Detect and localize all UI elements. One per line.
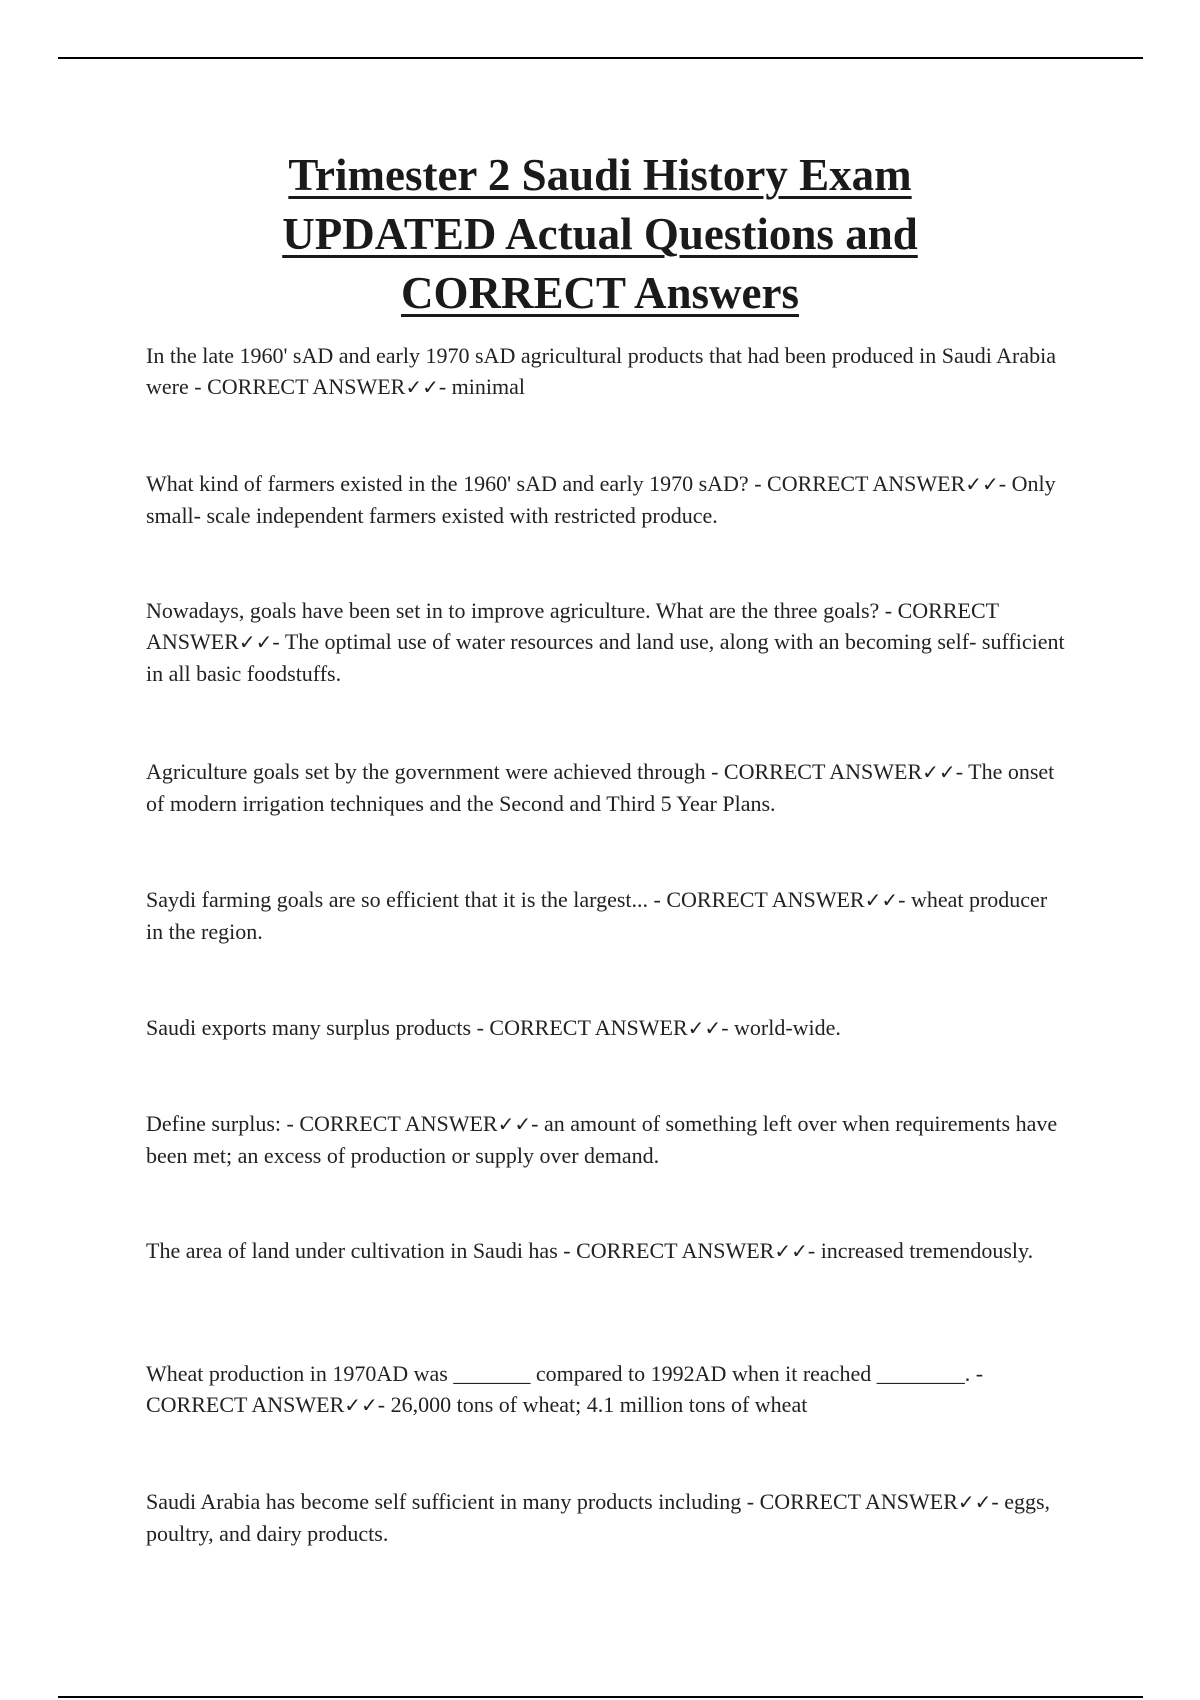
title-line-2: UPDATED Actual Questions and [282, 209, 918, 259]
answer-label: CORRECT ANSWER [207, 374, 406, 399]
check-icon: ✓✓ [774, 1239, 808, 1263]
answer-text: eggs, poultry, and dairy products. [146, 1489, 1056, 1546]
answer-text: wheat producer in the region. [146, 887, 1053, 944]
answer-text: world-wide. [734, 1015, 841, 1040]
question-text: Saudi exports many surplus products [146, 1015, 472, 1040]
qa-item-5 [146, 884, 1066, 947]
question-text: Nowadays, goals have been set in to improve agriculture. What are the three goals? [146, 598, 880, 623]
answer-label: CORRECT ANSWER [576, 1238, 775, 1263]
question-separator: - [970, 1361, 989, 1386]
question-separator: - [188, 374, 208, 399]
bottom-divider [58, 1696, 1143, 1698]
qa-item-4 [146, 756, 1066, 819]
qa-item-9 [146, 1358, 1066, 1421]
check-icon: ✓✓ [405, 375, 439, 399]
page-title [0, 146, 1200, 323]
answer-separator: - [998, 471, 1012, 496]
qa-item-2 [146, 468, 1066, 531]
answer-text: increased tremendously. [820, 1238, 1034, 1263]
question-separator: - [281, 1111, 300, 1136]
check-icon: ✓✓ [922, 760, 956, 784]
question-separator: - [705, 759, 724, 784]
question-separator: - [648, 887, 667, 912]
answer-label: CORRECT ANSWER [489, 1015, 688, 1040]
answer-label: CORRECT ANSWER [146, 1392, 345, 1417]
check-icon: ✓✓ [957, 1490, 992, 1514]
answer-text: an amount of something left over when requirements have been met; an excess of production or supply over demand. [146, 1111, 1063, 1168]
check-icon: ✓✓ [965, 472, 999, 496]
question-text: Agriculture goals set by the government were achieved through [146, 759, 706, 784]
question-text: Saydi farming goals are so efficient that it is the largest... [146, 887, 649, 912]
question-separator: - [879, 598, 898, 623]
answer-separator: - [438, 374, 452, 399]
answer-label: CORRECT ANSWER [299, 1111, 498, 1136]
question-separator: - [557, 1238, 577, 1263]
question-text: Define surplus: [146, 1111, 282, 1136]
question-text: What kind of farmers existed in the 1960' sAD and early 1970 sAD? [146, 471, 749, 496]
qa-item-10 [146, 1486, 1066, 1549]
question-text: In the late 1960' sAD and early 1970 sAD agricultural products that had been produced in Saudi Arabia were [146, 343, 1062, 399]
qa-item-6 [146, 1012, 1066, 1044]
answer-separator: - [721, 1015, 735, 1040]
qa-item-1 [146, 340, 1066, 403]
qa-item-8 [146, 1235, 1066, 1267]
answer-label: CORRECT ANSWER [723, 759, 923, 784]
answer-label: CORRECT ANSWER [759, 1489, 958, 1514]
answer-separator: - [272, 629, 285, 654]
answer-text: minimal [451, 374, 525, 399]
title-line-1: Trimester 2 Saudi History Exam [288, 150, 912, 200]
check-icon: ✓✓ [687, 1016, 722, 1040]
qa-item-7 [146, 1108, 1066, 1171]
answer-label: CORRECT ANSWER [146, 598, 1003, 654]
answer-text: The onset of modern irrigation techniques and the Second and Third 5 Year Plans. [146, 759, 1060, 816]
question-separator: - [471, 1015, 490, 1040]
check-icon: ✓✓ [497, 1112, 532, 1136]
answer-text: Only small- scale independent farmers existed with restricted produce. [146, 471, 1062, 528]
question-separator: - [741, 1489, 760, 1514]
check-icon: ✓✓ [238, 630, 273, 654]
answer-separator: - [377, 1392, 391, 1417]
answer-separator: - [991, 1489, 1005, 1514]
top-divider [58, 57, 1143, 59]
answer-label: CORRECT ANSWER [666, 887, 865, 912]
question-text: Wheat production in 1970AD was _______ compared to 1992AD when it reached ________. [146, 1361, 971, 1386]
check-icon: ✓✓ [864, 888, 899, 912]
answer-label: CORRECT ANSWER [767, 471, 966, 496]
answer-text: 26,000 tons of wheat; 4.1 million tons of wheat [390, 1392, 808, 1417]
question-separator: - [748, 471, 768, 496]
answer-text: The optimal use of water resources and land use, along with an becoming self- sufficient in all basic foodstuffs. [146, 629, 1071, 686]
answer-separator: - [898, 887, 911, 912]
answer-separator: - [531, 1111, 544, 1136]
qa-item-3 [146, 595, 1071, 689]
check-icon: ✓✓ [344, 1393, 378, 1417]
question-text: Saudi Arabia has become self sufficient in many products including [146, 1489, 742, 1514]
question-text: The area of land under cultivation in Saudi has [146, 1238, 558, 1263]
answer-separator: - [955, 759, 969, 784]
title-line-3: CORRECT Answers [401, 268, 799, 318]
answer-separator: - [807, 1238, 821, 1263]
